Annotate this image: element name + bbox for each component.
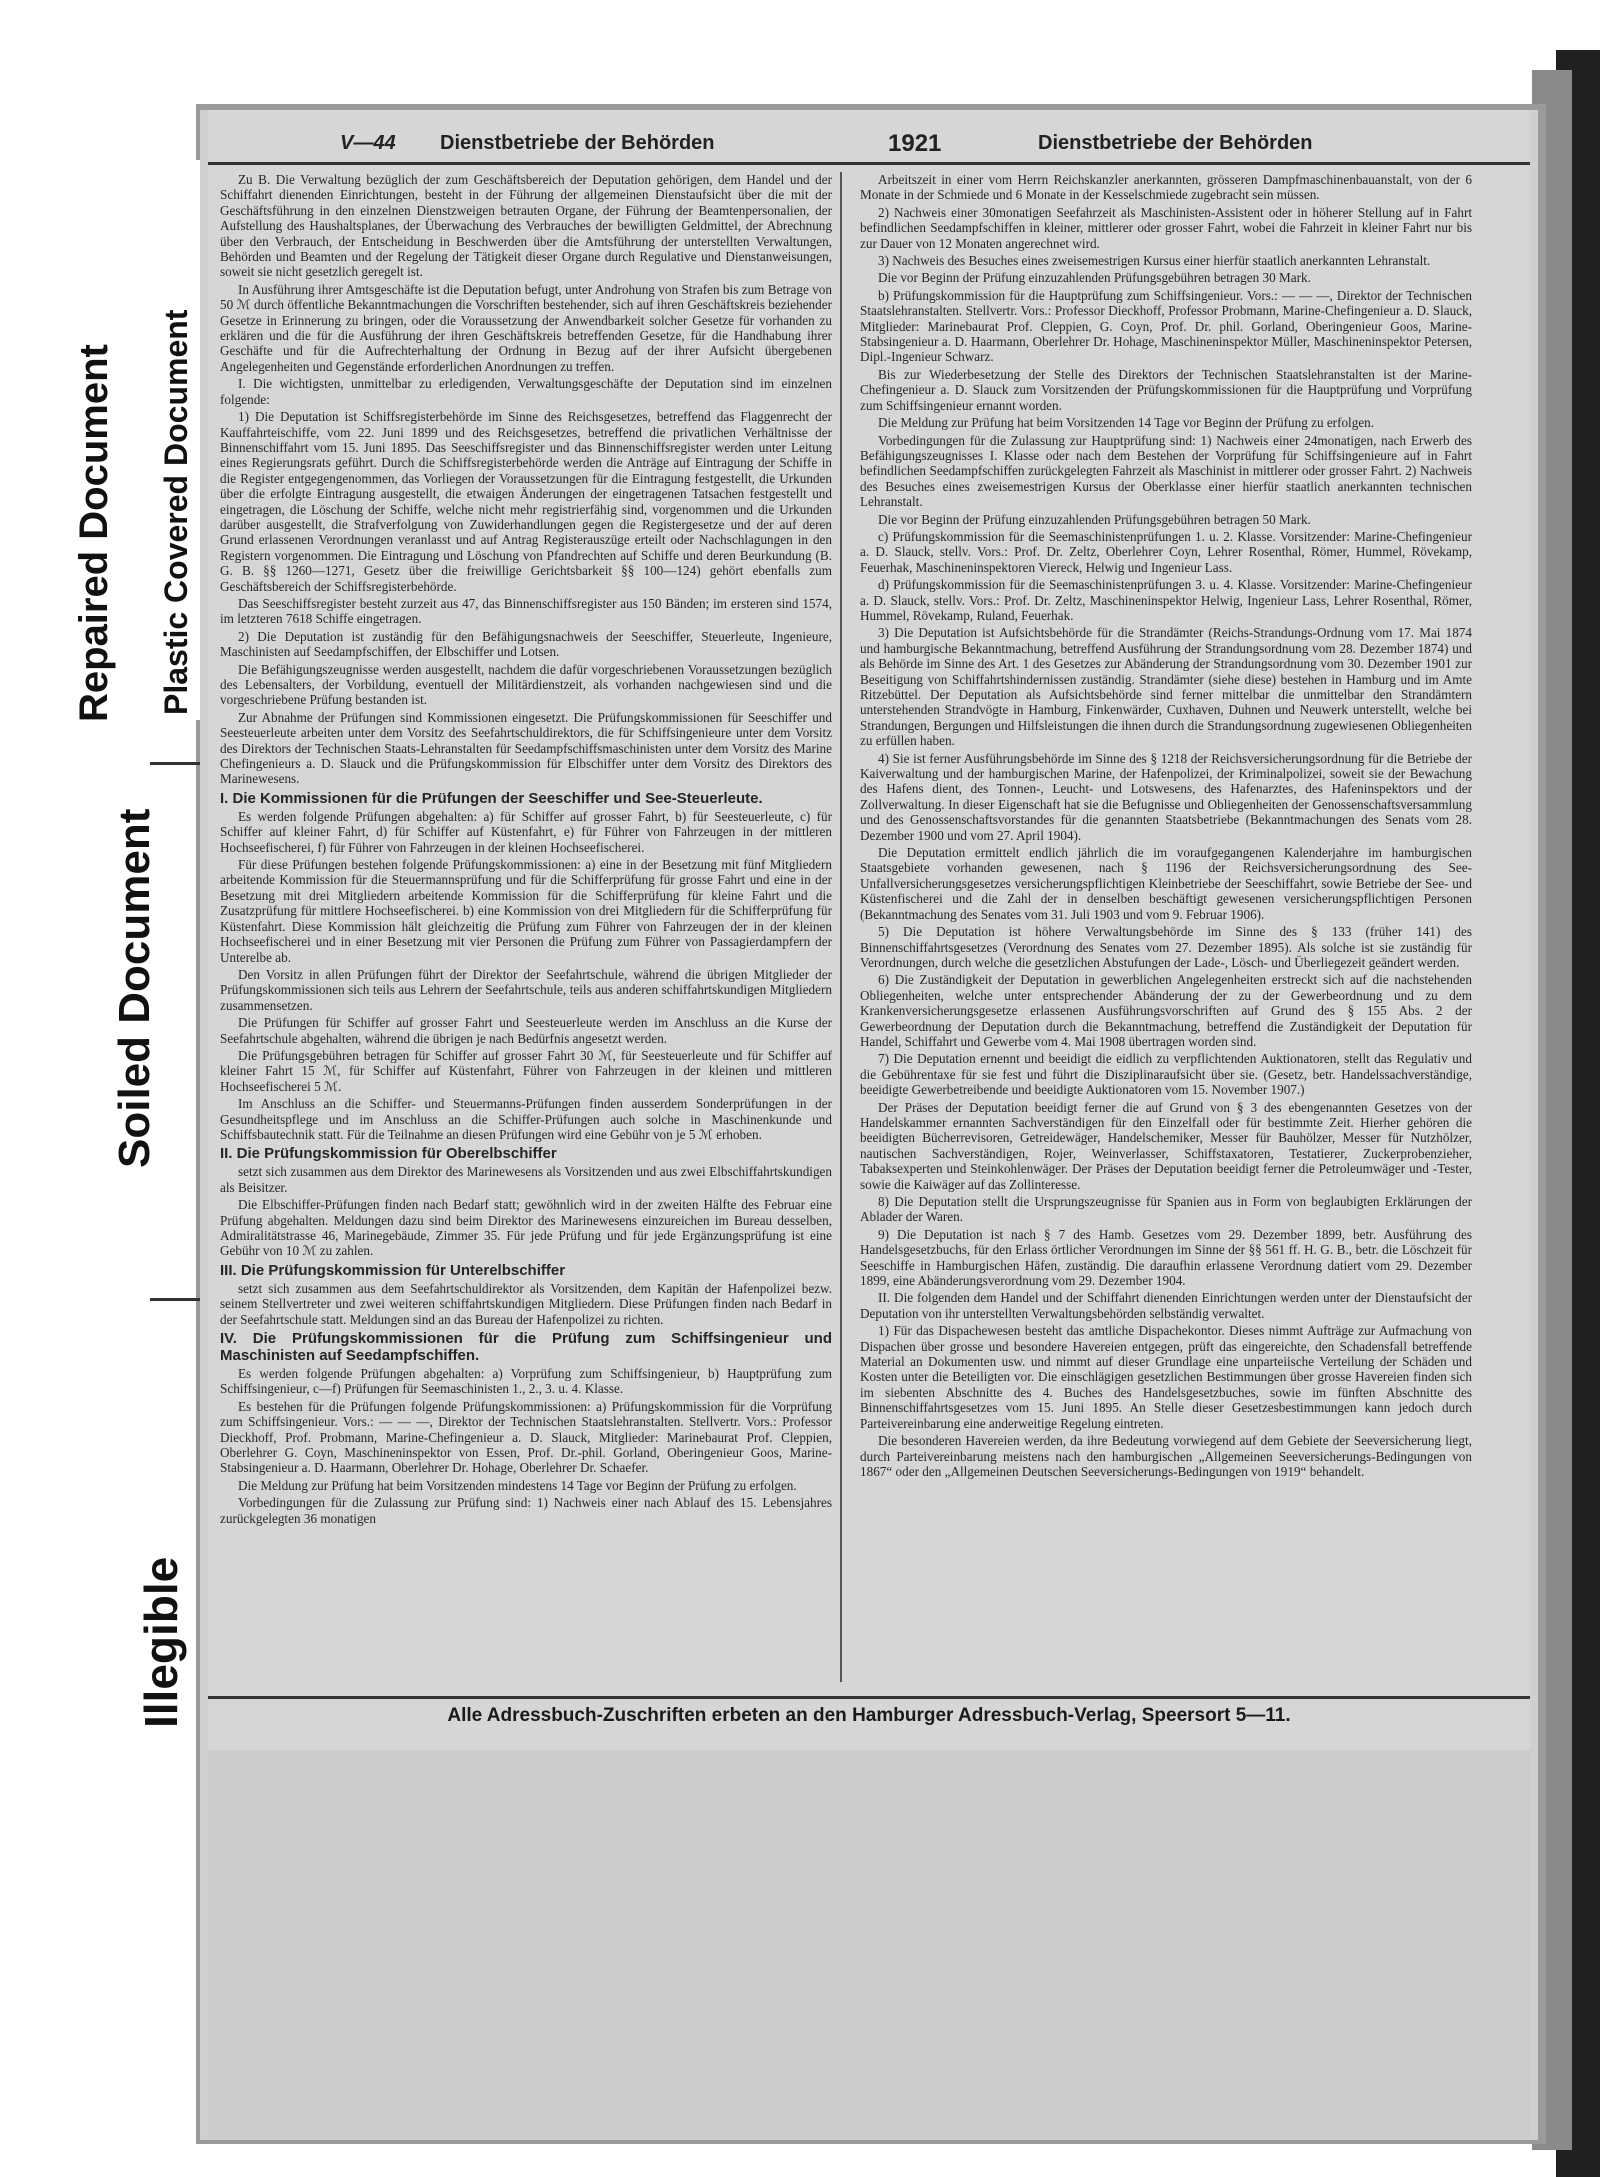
tab-separator [150, 762, 202, 765]
right-column [860, 172, 1472, 1682]
paragraph: Die Meldung zur Prüfung hat beim Vorsitzenden mindestens 14 Tage vor Beginn der Prüfung zu erfolgen. [238, 1477, 797, 1493]
header-right-title: Dienstbetriebe der Behörden [1038, 132, 1313, 154]
tab-soiled-document[interactable] [104, 770, 162, 1180]
paragraph: c) Prüfungskommission für die Seemaschinistenprüfungen 1. u. 2. Klasse. Vorsitzender: Marine-Chefingenieur a. D. Slauck, stellv. Vors.: Prof. Dr. Zeltz, Oberlehrer Coyn, Lehrer Rosenthal, Römer, Hummel, Rövekamp, Feuerhak, Maschineninspektoren Viereck, Helwig und Ingenieur Lass. [860, 528, 1472, 575]
page-blank-area [208, 1750, 1530, 2140]
document-page [200, 110, 1538, 2140]
paragraph: b) Prüfungskommission für die Hauptprüfung zum Schiffsingenieur. Vors.: — — —, Direktor der Technischen Staatslehranstalten. Stellvertr. Vors.: Professor Dieckhoff, Professor Probmann, Marine-Chefingenieur a. D. Slauck, Mitglieder: Marinebaurat Prof. Cleppien, G. Coyn, Prof. Dr. phil. Gorland, Oberingenieur Goos, Marine-Stabsingenieur a. D. Haarmann, Oberlehrer Dr. Hohage, Maschineninspektor Müller, Maschineninspektor Petersen, Dipl.-Ingenieur Schwarz. [860, 287, 1472, 365]
left-column [220, 172, 832, 1682]
paragraph: Für diese Prüfungen bestehen folgende Prüfungskommissionen: a) eine in der Besetzung mit fünf Mitgliedern arbeitende Kommission für die Steuermannsprüfung und für die Schifferprüfung für grosse Fahrt und eine in der Besetzung mit drei Mitgliedern arbeitende Kommission für die Schifferprüfung für kleine Fahrt und die Zusatzprüfung für mittlere Hochseefischerei. b) eine Kommission von drei Mitgliedern für die Schifferprüfung für Küstenfahrt. Diese Kommission hält gleichzeitig die Prüfung zum Führer von Fahrzeugen der in der kleinen Hochseefischerei und in einer Besetzung mit vier Personen die Prüfung zum Führer von Passagierdampfern der Unterelbe ab. [220, 857, 832, 965]
paragraph: II. Die folgenden dem Handel und der Schiffahrt dienenden Einrichtungen werden unter der Dienstaufsicht der Deputation von ihr unterstellten Verwaltungsbehörden selbständig verwaltet. [860, 1290, 1472, 1321]
tab-plastic-covered-document[interactable] [150, 160, 200, 720]
paragraph: Bis zur Wiederbesetzung der Stelle des Direktors der Technischen Staatslehranstalten ist der Marine-Chefingenieur a. D. Slauck zum Vorsitzenden der Prüfungskommissionen für die Hauptprüfung und Vorprüfung zum Schiffsingenieur ernannt worden. [860, 366, 1472, 413]
section-heading: I. Die Kommissionen für die Prüfungen der Seeschiffer und See-Steuerleute. [220, 789, 763, 807]
paragraph: Zur Abnahme der Prüfungen sind Kommissionen eingesetzt. Die Prüfungskommissionen für Seeschiffer und Seesteuerleute arbeiten unter dem Vorsitz des Seefahrtschuldirektors, die für Schiffsingenieure unter dem Vorsitz des Direktors der Technischen Staats-Lehranstalten für Seedampfschiffsmaschinisten unter dem Vorsitz des Marine Chefingenieurs a. D. Slauck und die Prüfungskommission für Elbschiffer unter dem Vorsitz des Direktors des Marinewesens. [220, 709, 832, 787]
paragraph: Es werden folgende Prüfungen abgehalten: a) Vorprüfung zum Schiffsingenieur, b) Hauptprüfung zum Schiffsingenieur, c—f) Prüfungen für Seemaschinisten 1., 2., 3. u. 4. Klasse. [220, 1366, 832, 1397]
paragraph: Die vor Beginn der Prüfung einzuzahlenden Prüfungsgebühren betragen 30 Mark. [878, 270, 1311, 286]
paragraph: 8) Die Deputation stellt die Ursprungszeugnisse für Spanien aus in Form von beglaubigten Erklärungen der Ablader der Waren. [860, 1194, 1472, 1225]
paragraph: 2) Nachweis einer 30monatigen Seefahrzeit als Maschinisten-Assistent oder in höherer Stellung auf in Fahrt befindlichen Seedampfschiffen in kleiner, mittlerer oder grosser Fahrt, wobei die Fahrzeit in kleiner Fahrt nur bis zur Dauer von 12 Monaten angerechnet wird. [860, 204, 1472, 251]
header-left-title: Dienstbetriebe der Behörden [440, 132, 715, 154]
tab-repaired-label: Repaired Document [72, 344, 116, 722]
paragraph: In Ausführung ihrer Amtsgeschäfte ist die Deputation befugt, unter Androhung von Strafen bis zum Betrage von 50 ℳ durch öffentliche Bekanntmachungen die Vorschriften bestehender, sich auf ihren Geschäftskreis beziehender Gesetze in Erinnerung zu bringen, oder die Voraussetzung der Anwendbarkeit solcher Gesetze für vorhanden zu erklären und die für die Ausführung der ihren Geschäftskreis betreffenden Gesetze, für die Handhabung ihrer Geschäfte und für die Aufrechterhaltung der Ordnung in Bezug auf der ihrer Aufsicht übergebenen Angelegenheiten und Gegenstände erforderlichen Anordnungen zu treffen. [220, 281, 832, 374]
section-heading: IV. Die Prüfungskommissionen für die Prüfung zum Schiffsingenieur und Maschinisten auf Seedampfschiffen. [220, 1330, 832, 1365]
paragraph: Die Elbschiffer-Prüfungen finden nach Bedarf statt; gewöhnlich wird in der zweiten Hälfte des Februar eine Prüfung abgehalten. Meldungen dazu sind beim Direktor des Marinewesens einzureichen im Bureau desselben, Admiralitätstrasse 46, Marinegebäude, Zimmer 35. Für jede Prüfung und für jede Ergänzungsprüfung ist eine Gebühr von 10 ℳ zu zahlen. [220, 1197, 832, 1259]
paragraph: 1) Die Deputation ist Schiffsregisterbehörde im Sinne des Reichsgesetzes, betreffend das Flaggenrecht der Kauffahrteischiffe, vom 22. Juni 1899 und des Reichsgesetzes, betreffend die privatlichen Verhältnisse der Binnenschiffahrt vom 15. Juni 1895. Das Seeschiffsregister und das Binnenschiffsregister werden unter Leitung eines Regierungsrats geführt. Durch die Schiffsregisterbehörde werden die Anträge auf Eintragung der Schiffe in die Register entgegengenommen, das Vorliegen der Voraussetzungen für die Eintragung festgestellt, die Urkunden über die erfolgte Eintragung ausgestellt, die etwaigen Änderungen der eingetragenen Tatsachen festgestellt und eingetragen, die Löschung der Schiffe, welche nicht mehr registrierfähig sind, vorgenommen und die Urkunden darüber ausgestellt, die Strafverfolgung von Zuwiderhandlungen gegen die Registergesetze und der auf deren Grund erlassenen Verordnungen veranlasst und auf Antrag Registerauszüge erteilt oder Nachschlagungen in den Registern vorgenommen. Die Eintragung und Löschung von Pfandrechten auf Schiffe und deren Beurkundung (B. G. B. §§ 1260—1271, Gesetz über die freiwillige Gerichtsbarkeit §§ 100—124) gehört ebenfalls zum Geschäftsbereich der Schiffsregisterbehörde. [220, 409, 832, 594]
paragraph: Vorbedingungen für die Zulassung zur Hauptprüfung sind: 1) Nachweis einer 24monatigen, nach Erwerb des Befähigungszeugnisses I. Klasse oder nach dem Bestehen der Vorprüfung für Schiffsingenieure auf in Fahrt befindlichen Seedampfschiffen zurückgelegten Fahrzeit als Maschinist in mittlerer oder grosser Fahrt. 2) Nachweis des Besuches eines zweisemestrigen Kursus der Oberklasse einer hierfür staatlich anerkannten technischen Lehranstalt. [860, 432, 1472, 510]
document-page-inner [208, 110, 1530, 2140]
paragraph: 3) Die Deputation ist Aufsichtsbehörde für die Strandämter (Reichs-Strandungs-Ordnung vom 17. Mai 1874 und hamburgische Bekanntmachung, betreffend Ausführung der Strandungsordnung vom 28. Dezember 1874) und als Behörde im Sinne des Art. 1 des Gesetzes zur Abänderung der Strandungsordnung vom 30. Dezember 1901 zur Beseitigung von Schiffahrtshindernissen zuständig. Strandämter (siehe diese) bestehen in Hamburg und im Amte Ritzebüttel. Der Deputation als Aufsichtsbehörde sind ferner mittelbar die unmittelbar den Strandämtern unterstehenden Strandvögte in Hamburg, Finkenwärder, Cuxhaven, Duhnen und Neuwerk unterstellt, welche bei Strandungen, Bergungen und Hilfsleistungen die ihnen durch die Strandungsordnung zugewiesenen Obliegenheiten zu erfüllen haben. [860, 625, 1472, 749]
paragraph: Die Prüfungsgebühren betragen für Schiffer auf grosser Fahrt 30 ℳ, für Seesteuerleute und für Schiffer auf kleiner Fahrt 15 ℳ, für Schiffer auf Küstenfahrt, Führer von Fahrzeugen in der kleinen und mittleren Hochseefischerei 5 ℳ. [220, 1047, 832, 1094]
column-divider [840, 172, 842, 1682]
paragraph: 3) Nachweis des Besuches eines zweisemestrigen Kursus einer hierfür staatlich anerkannten Lehranstalt. [878, 253, 1431, 269]
tab-separator [150, 1298, 202, 1301]
paragraph: 4) Sie ist ferner Ausführungsbehörde im Sinne des § 1218 der Reichsversicherungsordnung für die Betriebe der Kaiverwaltung und der hamburgischen Marine, der Hafenpolizei, der Kriminalpolizei, soweit sie der Bewachung des Hafens dient, des Tonnen-, Leucht- und Lotswesens, des Hafenarztes, des Hafeninspektors und der Zollverwaltung. In dieser Eigenschaft hat sie die Befugnisse und Obliegenheiten der Genossenschaftsversammlung und des Genossenschaftsvorstandes für die genannten Staatsbetriebe (Bekanntmachungen des Senats vom 28. Dezember 1900 und vom 27. April 1904). [860, 750, 1472, 843]
paragraph: Arbeitszeit in einer vom Herrn Reichskanzler anerkannten, grösseren Dampfmaschinenbauanstalt, von der 6 Monate in der Schmiede und 6 Monate in der Kesselschmiede zugebracht sein müssen. [860, 172, 1472, 203]
paragraph: Vorbedingungen für die Zulassung zur Prüfung sind: 1) Nachweis einer nach Ablauf des 15. Lebensjahres zurückgelegten 36 monatigen [220, 1495, 832, 1526]
paragraph: setzt sich zusammen aus dem Seefahrtschuldirektor als Vorsitzenden, dem Kapitän der Hafenpolizei bezw. seinem Stellvertreter und zwei weiteren schiffahrtskundigen Mitgliedern. Diese Prüfungen finden nach Bedarf in der Seefahrtschule statt. Meldungen sind an das Bureau der Hafenpolizei zu richten. [220, 1280, 832, 1327]
paragraph: 1) Für das Dispachewesen besteht das amtliche Dispachekontor. Dieses nimmt Aufträge zur Aufmachung von Dispachen über grosse und besondere Havereien entgegen, prüft das eingereichte, den Schadensfall betreffende Material an Dokumenten usw. und nimmt auf dieser Grundlage eine unparteiische Verteilung der Schäden und Kosten unter die Beteiligten vor. Die einschlägigen gesetzlichen Bestimmungen über grosse Havereien finden sich im siebenten Abschnitte des 4. Buches des Handelsgesetzbuches, sowie im fünften Abschnitte des Binnenschiffahrtsgesetzes vom 15. Juni 1895. An Stelle dieser Gesetzesbestimmungen kann jedoch durch Parteivereinbarung eine anderweitige Regelung eintreten. [860, 1323, 1472, 1431]
header-year: 1921 [888, 130, 942, 157]
section-heading: II. Die Prüfungskommission für Oberelbschiffer [220, 1145, 557, 1163]
paragraph: 5) Die Deputation ist höhere Verwaltungsbehörde im Sinne des § 133 (früher 141) des Binnenschiffahrtsgesetzes (Verordnung des Senates vom 27. Dezember 1895). Als solche ist sie zuständig für Verordnungen, durch welche die gesetzlichen Abstufungen der Lade-, Lösch- und Überliegezeit geändert werden. [860, 924, 1472, 970]
paragraph: setzt sich zusammen aus dem Direktor des Marinewesens als Vorsitzenden und aus zwei Elbschiffahrtskundigen als Beisitzer. [220, 1164, 832, 1195]
paragraph: Die Meldung zur Prüfung hat beim Vorsitzenden 14 Tage vor Beginn der Prüfung zu erfolgen. [878, 415, 1375, 431]
page-header [208, 128, 1530, 165]
paragraph: Im Anschluss an die Schiffer- und Steuermanns-Prüfungen finden ausserdem Sonderprüfungen in der Gesundheitspflege und im Anschluss an die Schiffer-Prüfungen auch solche in Maschinenkunde und Schiffsbautechnik statt. Für die Teilnahme an diesen Prüfungen wird eine Gebühr von je 5 ℳ erhoben. [220, 1096, 832, 1142]
paragraph: 2) Die Deputation ist zuständig für den Befähigungsnachweis der Seeschiffer, Steuerleute, Ingenieure, Maschinisten auf Seedampfschiffen, der Elbschiffer und Lotsen. [220, 628, 832, 660]
page-number: V—44 [340, 132, 396, 154]
paragraph: I. Die wichtigsten, unmittelbar zu erledigenden, Verwaltungsgeschäfte der Deputation sind im einzelnen folgende: [220, 376, 832, 407]
paragraph: Zu B. Die Verwaltung bezüglich der zum Geschäftsbereich der Deputation gehörigen, dem Handel und der Schiffahrt dienenden Einrichtungen, besteht in der Führung der allgemeinen Dienstaufsicht über die mit der Geschäftsführung in den einzelnen Dienstzweigen betrauten Organe, der Führung der Beamtenpersonalien, der Aufstellung des Haushaltsplanes, der Überwachung des Verbrauches der bewilligten Geldmittel, der Abrechnung über den Verbrauch, der Entscheidung in Beschwerden über die Amtsführung der unterstellten Verwaltungen, Behörden und Beamten und der Regelung der Tätigkeit dieser Organe durch Regulative und Dienstanweisungen, soweit sie nicht gesetzlich geregelt ist. [220, 172, 832, 280]
section-heading: III. Die Prüfungskommission für Unterelbschiffer [220, 1261, 566, 1279]
tab-illegible-label: Illegible [135, 1556, 187, 1728]
paragraph: Die Befähigungszeugnisse werden ausgestellt, nachdem die dafür vorgeschriebenen Voraussetzungen bezüglich des Lebensalters, der Vorbildung, eventuell der Militärdienstzeit, als vorhanden nachgewiesen sind und die vorgeschriebene Prüfung bestanden ist. [220, 661, 832, 708]
tab-plastic-label: Plastic Covered Document [158, 309, 194, 715]
page-footer: Alle Adressbuch-Zuschriften erbeten an den Hamburger Adressbuch-Verlag, Speersort 5—11. [208, 1696, 1530, 1735]
paragraph: Es werden folgende Prüfungen abgehalten: a) für Schiffer auf grosser Fahrt, b) für Seesteuerleute, c) für Schiffer auf kleiner Fahrt, d) für Schiffer auf Küstenfahrt, e) für Führer von Fahrzeugen in der mittleren Hochseefischerei, f) für Führer von Fahrzeugen in der kleinen Hochseefischerei. [220, 808, 832, 855]
paragraph: Die vor Beginn der Prüfung einzuzahlenden Prüfungsgebühren betragen 50 Mark. [878, 511, 1311, 527]
tab-illegible[interactable] [128, 1470, 188, 1735]
paragraph: Den Vorsitz in allen Prüfungen führt der Direktor der Seefahrtschule, während die übrigen Mitglieder der Prüfungskommissionen sich teils aus Lehrern der Seefahrtschule, teils aus anderen schiffahrtskundigen Mitgliedern zusammensetzen. [220, 966, 832, 1013]
paragraph: Der Präses der Deputation beeidigt ferner die auf Grund von § 3 des ebengenannten Gesetzes von der Handelskammer ernannten Sachverständigen für den Einzelfall oder für bestimmte Zeit. Hierher gehören die beeidigten Bücherrevisoren, Getreidewäger, Handelschemiker, Messer für Bauhölzer, Messer für Nutzhölzer, nautischen Sachverständigen, Rojer, Weinverlasser, Schiffstaxatoren, Testatierer, Zuckerprobenzieher, Tabaksexperten und Steinkohlenwäger. Der Präses der Deputation beeidigt ferner die Petroleumwäger und -Tester, sowie die Kaiwäger auf das Zollinteresse. [860, 1099, 1472, 1192]
paragraph: 9) Die Deputation ist nach § 7 des Hamb. Gesetzes vom 29. Dezember 1899, betr. Ausführung des Handelsgesetzbuchs, für den Erlass örtlicher Verordnungen im Sinne der §§ 561 ff. H. G. B., betr. die Löschzeit für Seeschiffe in Hamburgischen Häfen, zuständig. Die daraufhin erlassene Verordnung datiert vom 29. Dezember 1899, eine Abänderungsverordnung vom 29. Dezember 1904. [860, 1226, 1472, 1289]
paragraph: Es bestehen für die Prüfungen folgende Prüfungskommissionen: a) Prüfungskommission für die Vorprüfung zum Schiffsingenieur. Vors.: — — —, Direktor der Technischen Staatslehranstalten. Stellvertr. Vors.: Professor Dieckhoff, Prof. Probmann, Marine-Chefingenieur a. D. Slauck, Mitglieder: Marinebaurat Prof. Cleppien, Oberlehrer G. Coyn, Maschineninspektor von Essen, Prof. Dr.-phil. Gorland, Oberingenieur Goos, Marine-Stabsingenieur a. D. Haarmann, Oberlehrer Dr. Hohage, Oberlehrer Dr. Schaefer. [220, 1398, 832, 1476]
tab-repaired-document[interactable] [64, 180, 124, 735]
paragraph: Die Deputation ermittelt endlich jährlich die im voraufgegangenen Kalenderjahre im hamburgischen Staatsgebiete vorhanden gewesenen, nach § 1196 der Reichsversicherungsordnung des See-Unfallversicherungsgesetzes versicherungspflichtigen Kleinbetriebe der Seeschiffahrt, sowie Betriebe der See- und Küstenfischerei und die Zahl der in denselben beschäftigt gewesenen versicherungspflichtigen Personen (Bekanntmachung des Senates vom 31. Juli 1903 und vom 9. Februar 1906). [860, 845, 1472, 922]
paragraph: 6) Die Zuständigkeit der Deputation in gewerblichen Angelegenheiten erstreckt sich auf die nachstehenden Obliegenheiten, welche unter entsprechender Abänderung der zu der Gewerbeordnung und zu dem Krankenversicherungsgesetze erlassenen Ausführungsvorschriften auf Grund des § 155 Abs. 2 der Gewerbeordnung der Deputation durch die Bekanntmachung, betreffend die Zuständigkeit der Deputation für Handel, Schiffahrt und Gewerbe vom 4. Mai 1908 übertragen worden sind. [860, 972, 1472, 1049]
paragraph: d) Prüfungskommission für die Seemaschinistenprüfungen 3. u. 4. Klasse. Vorsitzender: Marine-Chefingenieur a. D. Slauck, stellv. Vors.: Prof. Dr. Zeltz, Maschineninspektor Helwig, Ingenieur Lass, Lehrer Rosenthal, Römer, Hummel, Rövekamp, Ruland, Feuerhak. [860, 577, 1472, 623]
paragraph: 7) Die Deputation ernennt und beeidigt die eidlich zu verpflichtenden Auktionatoren, stellt das Regulativ und die Gebührentaxe für sie fest und führt die Disziplinaraufsicht über sie. (Gesetz, betr. Handelssachverständige, beeidigte Gewerbetreibende und beeidigte Auktionatoren vom 15. November 1907.) [860, 1051, 1472, 1098]
paragraph: Die Prüfungen für Schiffer auf grosser Fahrt und Seesteuerleute werden im Anschluss an die Kurse der Seefahrtschule abgehalten, während die übrigen je nach Bedürfnis angesetzt werden. [220, 1015, 832, 1046]
tab-soiled-label: Soiled Document [110, 808, 159, 1168]
paragraph: Das Seeschiffsregister besteht zurzeit aus 47, das Binnenschiffsregister aus 150 Bänden; im ersteren sind 1574, im letzteren 7618 Schiffe eingetragen. [220, 595, 832, 627]
paragraph: Die besonderen Havereien werden, da ihre Bedeutung vorwiegend auf dem Gebiete der Seeversicherung liegt, durch Parteivereinbarung meistens nach den hamburgischen „Allgemeinen Seeversicherungs-Bedingungen von 1867“ oder den „Allgemeinen Deutschen Seeversicherungs-Bedingungen von 1919“ behandelt. [860, 1433, 1472, 1479]
